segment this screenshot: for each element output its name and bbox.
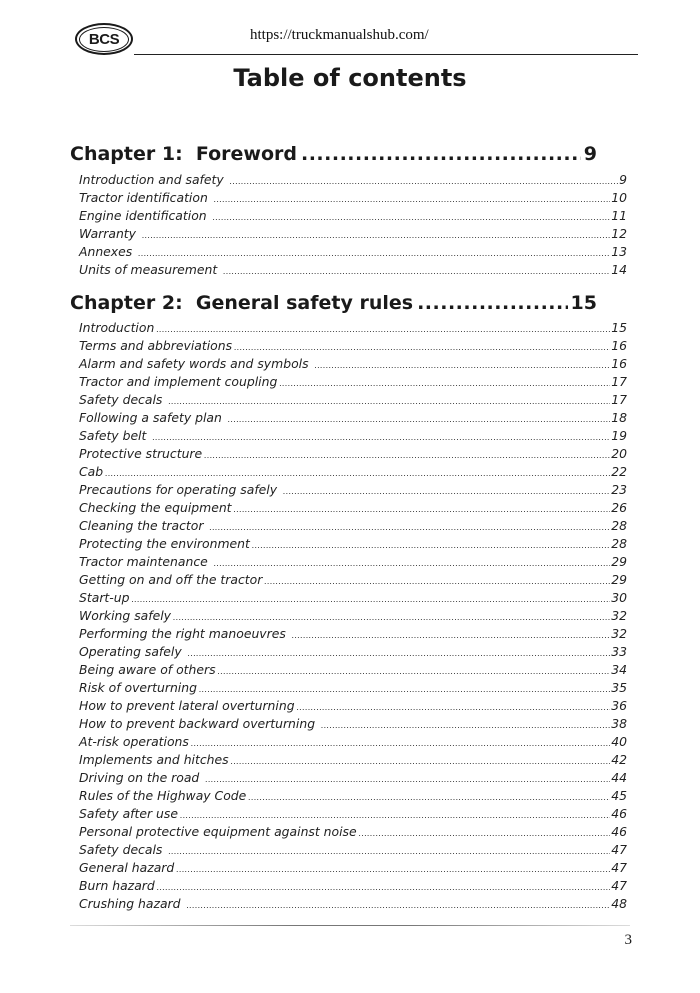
- toc-entry[interactable]: [79, 752, 627, 770]
- toc-entry-page: 23: [611, 482, 627, 497]
- toc-entry[interactable]: [79, 788, 627, 806]
- toc-entry-label: Tractor maintenance: [79, 554, 212, 569]
- toc-entry[interactable]: [79, 806, 627, 824]
- toc-entry-page: 32: [611, 608, 627, 623]
- table-of-contents: [70, 143, 630, 914]
- toc-entry-page: 30: [611, 590, 627, 605]
- toc-entry[interactable]: [79, 208, 627, 226]
- toc-entry-label: Following a safety plan: [79, 410, 226, 425]
- chapter-title: Chapter 1: Foreword: [70, 143, 297, 165]
- toc-entry[interactable]: [79, 410, 627, 428]
- toc-entry[interactable]: [79, 824, 627, 842]
- dot-leader: [138, 249, 610, 258]
- dot-leader: [186, 901, 610, 910]
- toc-entry-page: 14: [611, 262, 627, 277]
- toc-entry[interactable]: [79, 536, 627, 554]
- toc-entry-label: Checking the equipment: [79, 500, 232, 515]
- page-title: Table of contents: [233, 64, 467, 92]
- toc-entry-label: Personal protective equipment against noise: [79, 824, 357, 839]
- toc-entry-page: 18: [611, 410, 627, 425]
- dot-leader: [168, 397, 610, 406]
- toc-entry[interactable]: [79, 734, 627, 752]
- toc-entry[interactable]: [79, 662, 627, 680]
- toc-entry-label: Terms and abbreviations: [79, 338, 233, 353]
- dot-leader: [152, 433, 610, 442]
- toc-entry-page: 47: [611, 878, 627, 893]
- toc-entry[interactable]: [79, 262, 627, 280]
- dot-leader: [264, 577, 610, 586]
- toc-entry-page: 16: [611, 338, 627, 353]
- toc-entry-label: Implements and hitches: [79, 752, 229, 767]
- toc-entry[interactable]: [79, 428, 627, 446]
- toc-entry[interactable]: [79, 680, 627, 698]
- toc-entry-page: 26: [611, 500, 627, 515]
- toc-entry-label: Engine identification: [79, 208, 211, 223]
- toc-entry-label: Operating safely: [79, 644, 186, 659]
- toc-entry-page: 35: [611, 680, 627, 695]
- chapter-entries: [79, 320, 627, 914]
- toc-entry[interactable]: [79, 878, 627, 896]
- toc-entry-page: 44: [611, 770, 627, 785]
- dot-leader: [213, 213, 611, 222]
- toc-entry-page: 29: [611, 554, 627, 569]
- dot-leader: [131, 595, 610, 604]
- dot-leader: [214, 559, 611, 568]
- toc-entry[interactable]: [79, 590, 627, 608]
- toc-entry-label: Safety decals: [79, 842, 167, 857]
- dot-leader: [301, 143, 581, 165]
- toc-entry-label: Driving on the road: [79, 770, 204, 785]
- toc-entry-page: 28: [611, 518, 627, 533]
- toc-entry-label: Being aware of others: [79, 662, 216, 677]
- toc-entry-page: 32: [611, 626, 627, 641]
- toc-entry[interactable]: [79, 392, 627, 410]
- toc-entry[interactable]: [79, 446, 627, 464]
- chapter-entries: [79, 172, 627, 280]
- toc-entry-label: Protecting the environment: [79, 536, 250, 551]
- toc-entry-label: Precautions for operating safely: [79, 482, 282, 497]
- toc-entry[interactable]: [79, 572, 627, 590]
- toc-entry[interactable]: [79, 518, 627, 536]
- dot-leader: [168, 847, 610, 856]
- footer-divider: [70, 925, 630, 926]
- chapter-heading[interactable]: [70, 143, 597, 171]
- dot-leader: [173, 613, 610, 622]
- toc-entry-page: 9: [619, 172, 627, 187]
- toc-entry-page: 12: [611, 226, 627, 241]
- toc-entry-label: Cab: [79, 464, 104, 479]
- toc-entry[interactable]: [79, 338, 627, 356]
- toc-entry-label: Burn hazard: [79, 878, 155, 893]
- toc-entry-page: 20: [611, 446, 627, 461]
- dot-leader: [157, 883, 610, 892]
- toc-entry-page: 36: [611, 698, 627, 713]
- toc-entry-page: 47: [611, 842, 627, 857]
- toc-entry[interactable]: [79, 716, 627, 734]
- toc-entry-page: 13: [611, 244, 627, 259]
- toc-entry-label: Crushing hazard: [79, 896, 185, 911]
- toc-entry[interactable]: [79, 244, 627, 262]
- toc-entry[interactable]: [79, 626, 627, 644]
- toc-entry-label: Protective structure: [79, 446, 203, 461]
- toc-entry-label: Cleaning the tractor: [79, 518, 208, 533]
- toc-entry[interactable]: [79, 644, 627, 662]
- toc-entry-label: How to prevent backward overturning: [79, 716, 319, 731]
- dot-leader: [279, 379, 610, 388]
- toc-entry-label: General hazard: [79, 860, 175, 875]
- toc-entry-page: 17: [611, 374, 627, 389]
- toc-entry[interactable]: [79, 482, 627, 500]
- toc-entry-label: Introduction: [79, 320, 155, 335]
- dot-leader: [359, 829, 611, 838]
- chapter-title: Chapter 2: General safety rules: [70, 292, 414, 314]
- toc-entry-page: 47: [611, 860, 627, 875]
- toc-entry-label: Risk of overturning: [79, 680, 197, 695]
- toc-entry-label: Rules of the Highway Code: [79, 788, 247, 803]
- toc-entry-label: Alarm and safety words and symbols: [79, 356, 313, 371]
- dot-leader: [252, 541, 610, 550]
- bcs-logo-text: BCS: [79, 27, 129, 52]
- dot-leader: [417, 292, 567, 314]
- toc-entry[interactable]: [79, 356, 627, 374]
- toc-entry[interactable]: [79, 554, 627, 572]
- dot-leader: [199, 685, 610, 694]
- toc-entry-page: 40: [611, 734, 627, 749]
- toc-entry-label: Safety decals: [79, 392, 167, 407]
- toc-entry[interactable]: [79, 500, 627, 518]
- chapter-page-number: 15: [570, 292, 597, 314]
- dot-leader: [205, 775, 610, 784]
- toc-entry-label: At-risk operations: [79, 734, 189, 749]
- toc-entry-label: Warranty: [79, 226, 140, 241]
- toc-entry-page: 46: [611, 824, 627, 839]
- chapter-page-number: 9: [583, 143, 597, 165]
- toc-entry[interactable]: [79, 374, 627, 392]
- header-url[interactable]: https://truckmanualshub.com/: [250, 27, 429, 43]
- toc-entry-page: 33: [611, 644, 627, 659]
- toc-entry-label: Tractor and implement coupling: [79, 374, 278, 389]
- toc-entry-label: Getting on and off the tractor: [79, 572, 263, 587]
- dot-leader: [156, 325, 610, 334]
- toc-entry-page: 48: [611, 896, 627, 911]
- toc-entry-label: Units of measurement: [79, 262, 222, 277]
- dot-leader: [231, 757, 611, 766]
- toc-entry-page: 16: [611, 356, 627, 371]
- toc-entry-label: Performing the right manoeuvres: [79, 626, 290, 641]
- toc-entry-label: Introduction and safety: [79, 172, 228, 187]
- dot-leader: [315, 361, 611, 370]
- bcs-logo: [75, 23, 133, 55]
- dot-leader: [218, 667, 611, 676]
- dot-leader: [234, 505, 611, 514]
- toc-entry[interactable]: [79, 608, 627, 626]
- dot-leader: [283, 487, 610, 496]
- toc-entry-page: 19: [611, 428, 627, 443]
- toc-entry-page: 10: [611, 190, 627, 205]
- toc-entry-label: How to prevent lateral overturning: [79, 698, 295, 713]
- toc-entry-page: 38: [611, 716, 627, 731]
- dot-leader: [321, 721, 610, 730]
- dot-leader: [188, 649, 611, 658]
- toc-entry[interactable]: [79, 698, 627, 716]
- toc-entry-page: 46: [611, 806, 627, 821]
- dot-leader: [292, 631, 610, 640]
- toc-entry-label: Safety after use: [79, 806, 178, 821]
- header-divider: [134, 54, 638, 55]
- toc-entry-label: Safety belt: [79, 428, 151, 443]
- toc-entry[interactable]: [79, 464, 627, 482]
- toc-entry-page: 11: [611, 208, 627, 223]
- toc-entry-label: Working safely: [79, 608, 172, 623]
- dot-leader: [228, 415, 610, 424]
- toc-entry-page: 22: [611, 464, 627, 479]
- toc-entry[interactable]: [79, 842, 627, 860]
- toc-entry[interactable]: [79, 226, 627, 244]
- toc-entry-page: 29: [611, 572, 627, 587]
- toc-entry[interactable]: [79, 172, 627, 190]
- dot-leader: [234, 343, 610, 352]
- dot-leader: [142, 231, 610, 240]
- chapter-heading[interactable]: [70, 292, 597, 320]
- dot-leader: [230, 177, 618, 186]
- dot-leader: [105, 469, 610, 478]
- toc-entry-page: 42: [611, 752, 627, 767]
- dot-leader: [214, 195, 610, 204]
- toc-entry-page: 34: [611, 662, 627, 677]
- toc-entry[interactable]: [79, 320, 627, 338]
- toc-entry-page: 15: [611, 320, 627, 335]
- dot-leader: [248, 793, 610, 802]
- dot-leader: [209, 523, 610, 532]
- toc-entry-page: 45: [611, 788, 627, 803]
- toc-entry[interactable]: [79, 860, 627, 878]
- toc-entry-page: 17: [611, 392, 627, 407]
- dot-leader: [191, 739, 610, 748]
- toc-entry[interactable]: [79, 896, 627, 914]
- toc-entry-label: Start-up: [79, 590, 130, 605]
- toc-entry-page: 28: [611, 536, 627, 551]
- chapter-spacer: [70, 280, 630, 292]
- dot-leader: [223, 267, 610, 276]
- dot-leader: [297, 703, 611, 712]
- page-number: 3: [624, 932, 632, 948]
- toc-entry[interactable]: [79, 190, 627, 208]
- toc-entry-label: Tractor identification: [79, 190, 212, 205]
- toc-entry-label: Annexes: [79, 244, 137, 259]
- dot-leader: [204, 451, 610, 460]
- toc-entry[interactable]: [79, 770, 627, 788]
- dot-leader: [180, 811, 610, 820]
- dot-leader: [176, 865, 610, 874]
